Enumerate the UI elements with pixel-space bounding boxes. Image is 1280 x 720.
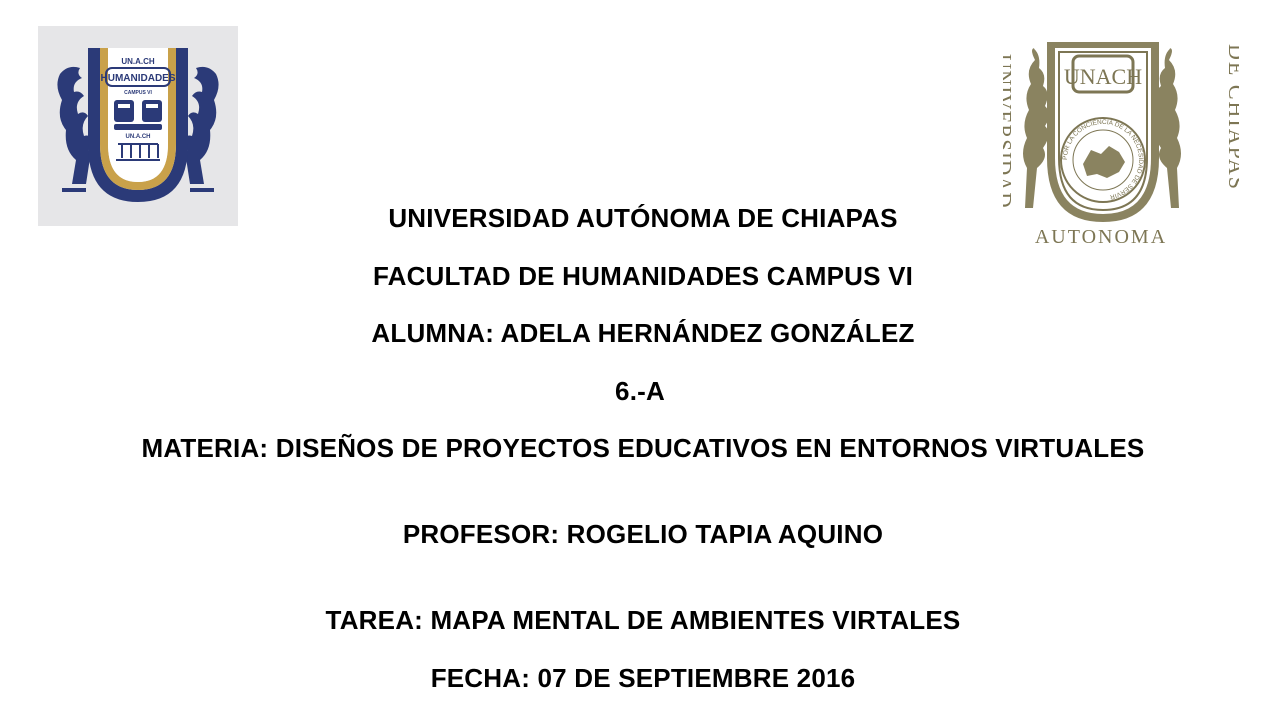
svg-text:UN.A.CH: UN.A.CH	[121, 57, 155, 66]
unach-emblem-label: UNACH	[1063, 64, 1143, 89]
left-figure-icon	[57, 67, 92, 192]
group-label: 6.-A	[615, 376, 665, 406]
date-line: FECHA: 07 DE SEPTIEMBRE 2016	[430, 663, 856, 693]
universidad-label: UNIVERSIDAD	[1003, 54, 1016, 209]
task-line: TAREA: MAPA MENTAL DE AMBIENTES VIRTALES	[325, 605, 961, 635]
university-name: UNIVERSIDAD AUTÓNOMA DE CHIAPAS	[388, 203, 898, 233]
svg-text:HUMANIDADES: HUMANIDADES	[100, 73, 176, 84]
humanidades-logo	[38, 26, 238, 226]
humanidades-seal-graphic	[38, 26, 238, 226]
svg-text:CAMPUS VI: CAMPUS VI	[124, 90, 152, 96]
subject-line: MATERIA: DISEÑOS DE PROYECTOS EDUCATIVOS EN ENTORNOS VIRTUALES	[141, 433, 1145, 463]
motto-text: POR LA CONCIENCIA DE LA NECESIDAD DE SERVIR	[1061, 118, 1145, 201]
autonoma-label: AUTONOMA	[1034, 226, 1168, 248]
de-chiapas-label: DE CHIAPAS	[1224, 44, 1239, 191]
faculty-name: FACULTAD DE HUMANIDADES CAMPUS VI	[372, 261, 914, 291]
right-figure-icon	[184, 67, 219, 192]
teacher-line: PROFESOR: ROGELIO TAPIA AQUINO	[402, 519, 884, 549]
student-name: ALUMNA: ADELA HERNÁNDEZ GONZÁLEZ	[371, 318, 915, 348]
svg-text:UN.A.CH: UN.A.CH	[125, 134, 151, 140]
